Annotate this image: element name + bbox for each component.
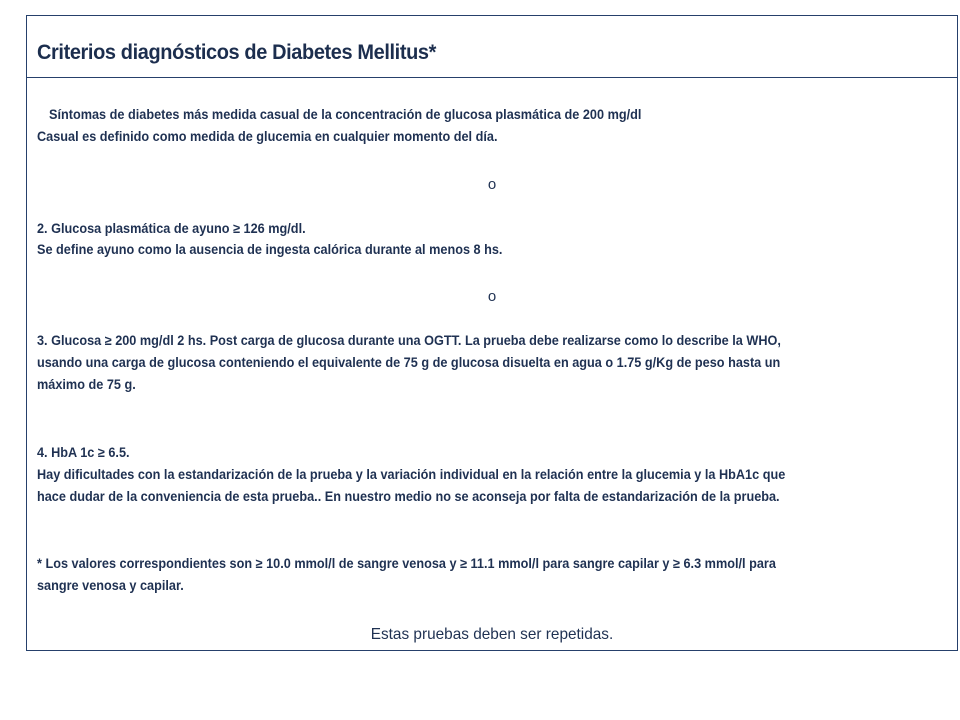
criterion-4-line-3: hace dudar de la conveniencia de esta prueba.. En nuestro medio no se aconseja por falta de estandarización de la prueba. — [37, 489, 780, 504]
note-line-2: sangre venosa y capilar. — [37, 578, 184, 593]
criterion-3-line-1: 3. Glucosa ≥ 200 mg/dl 2 hs. Post carga de glucosa durante una OGTT. La prueba debe realizarse como lo describe la WHO, — [37, 333, 781, 348]
criteria-panel — [26, 15, 958, 651]
criterion-2-line-2: Se define ayuno como la ausencia de ingesta calórica durante al menos 8 hs. — [37, 242, 503, 257]
criterion-4-line-2: Hay dificultades con la estandarización de la prueba y la variación individual en la relación entre la glucemia y la HbA1c que — [37, 467, 786, 482]
criterion-3-line-2: usando una carga de glucosa conteniendo el equivalente de 75 g de glucosa disuelta en agua o 1.75 g/Kg de peso hasta un — [37, 355, 781, 370]
criterion-3-line-3: máximo de 75 g. — [37, 377, 136, 392]
criterion-4-line-1: 4. HbA 1c ≥ 6.5. — [37, 445, 130, 460]
separator-or-2: o — [487, 288, 497, 305]
footer-note: Estas pruebas deben ser repetidas. — [370, 626, 614, 643]
separator-or-1: o — [487, 176, 497, 193]
criterion-1-line-2: Casual es definido como medida de glucemia en cualquier momento del día. — [37, 129, 498, 144]
criterion-1-line-1: Síntomas de diabetes más medida casual de la concentración de glucosa plasmática de 200 mg/dl — [49, 107, 642, 122]
page-title: Criterios diagnósticos de Diabetes Mellitus* — [37, 41, 437, 64]
note-line-1: * Los valores correspondientes son ≥ 10.0 mmol/l de sangre venosa y ≥ 11.1 mmol/l para sangre capilar y ≥ 6.3 mmol/l para — [37, 556, 776, 571]
criterion-2-line-1: 2. Glucosa plasmática de ayuno ≥ 126 mg/dl. — [37, 221, 306, 236]
title-row — [27, 16, 957, 78]
